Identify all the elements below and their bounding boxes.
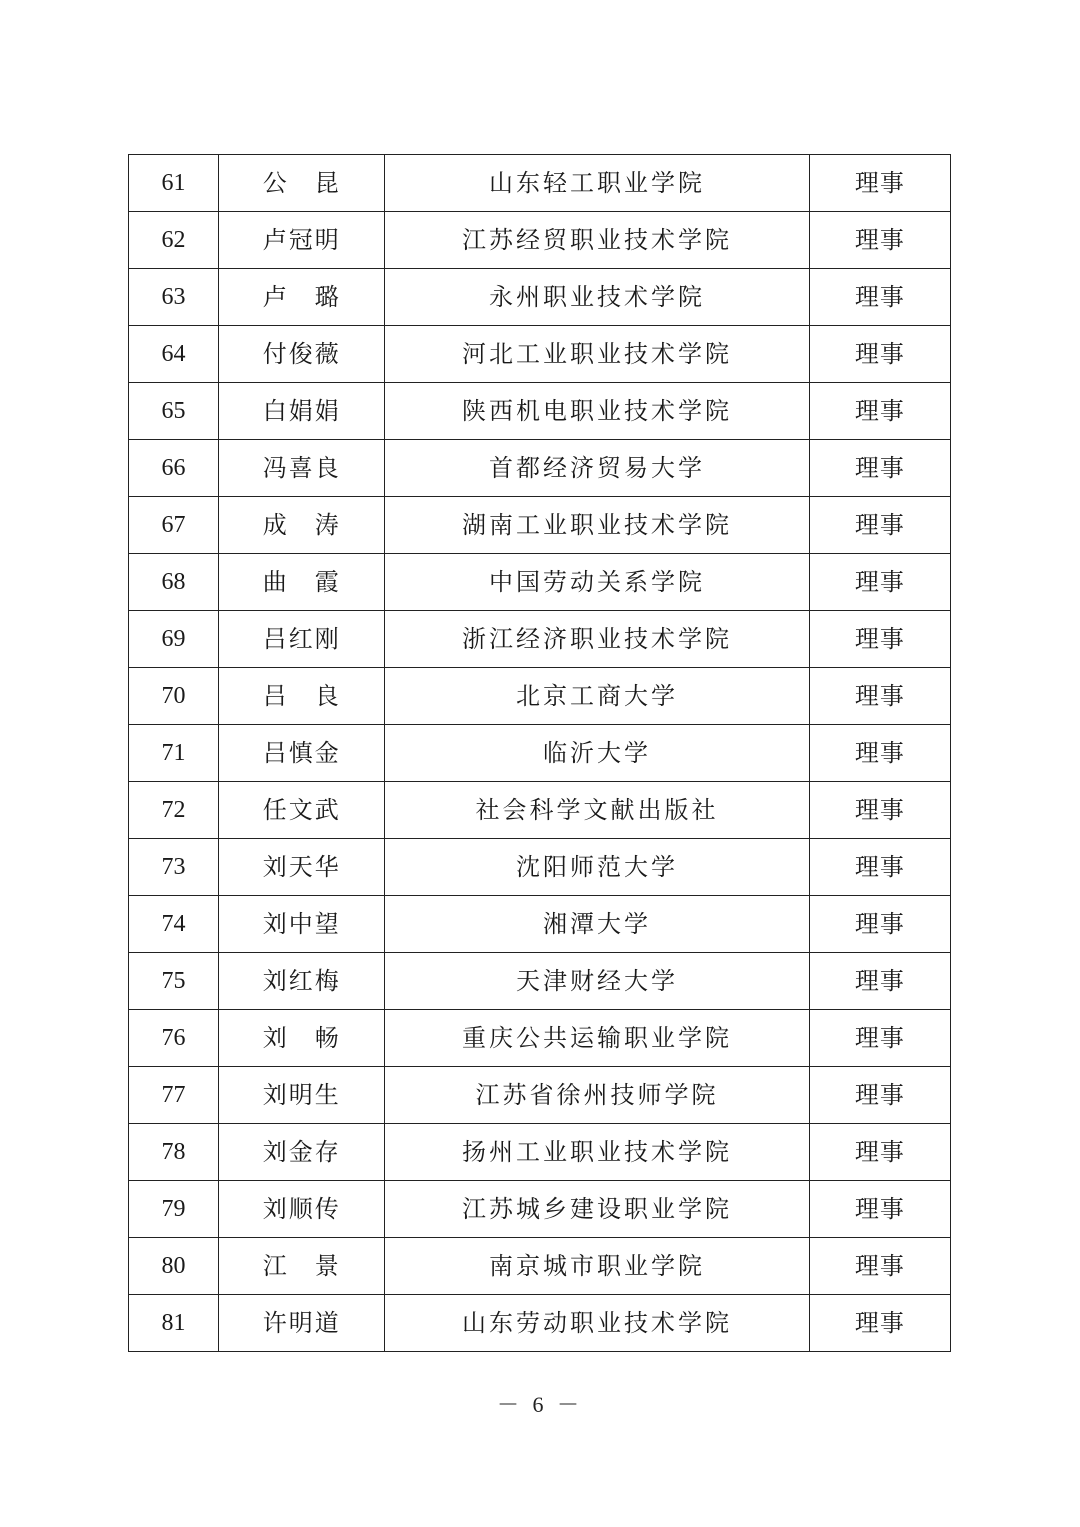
member-role: 理事 xyxy=(809,1124,950,1181)
member-organization: 湖南工业职业技术学院 xyxy=(385,497,810,554)
member-table xyxy=(128,154,951,1352)
member-organization: 江苏经贸职业技术学院 xyxy=(385,212,810,269)
member-role: 理事 xyxy=(809,497,950,554)
member-name: 刘明生 xyxy=(219,1067,385,1124)
table-row xyxy=(129,326,951,383)
row-number: 70 xyxy=(129,668,219,725)
member-organization: 河北工业职业技术学院 xyxy=(385,326,810,383)
row-number: 72 xyxy=(129,782,219,839)
member-organization: 沈阳师范大学 xyxy=(385,839,810,896)
row-number: 73 xyxy=(129,839,219,896)
row-number: 67 xyxy=(129,497,219,554)
member-name: 刘金存 xyxy=(219,1124,385,1181)
table-row xyxy=(129,1067,951,1124)
member-name: 刘红梅 xyxy=(219,953,385,1010)
member-role: 理事 xyxy=(809,1067,950,1124)
member-organization: 浙江经济职业技术学院 xyxy=(385,611,810,668)
row-number: 68 xyxy=(129,554,219,611)
table-row xyxy=(129,269,951,326)
member-organization: 北京工商大学 xyxy=(385,668,810,725)
member-name: 成 涛 xyxy=(219,497,385,554)
table-row xyxy=(129,725,951,782)
table-row xyxy=(129,497,951,554)
member-name: 许明道 xyxy=(219,1295,385,1352)
member-name: 冯喜良 xyxy=(219,440,385,497)
member-role: 理事 xyxy=(809,383,950,440)
row-number: 63 xyxy=(129,269,219,326)
row-number: 62 xyxy=(129,212,219,269)
member-role: 理事 xyxy=(809,839,950,896)
member-role: 理事 xyxy=(809,611,950,668)
member-name: 吕 良 xyxy=(219,668,385,725)
member-organization: 南京城市职业学院 xyxy=(385,1238,810,1295)
member-role: 理事 xyxy=(809,326,950,383)
table-row xyxy=(129,611,951,668)
member-organization: 山东劳动职业技术学院 xyxy=(385,1295,810,1352)
member-role: 理事 xyxy=(809,782,950,839)
row-number: 61 xyxy=(129,155,219,212)
member-name: 卢 璐 xyxy=(219,269,385,326)
member-name: 吕慎金 xyxy=(219,725,385,782)
row-number: 65 xyxy=(129,383,219,440)
row-number: 64 xyxy=(129,326,219,383)
table-row xyxy=(129,1238,951,1295)
row-number: 74 xyxy=(129,896,219,953)
member-name: 刘 畅 xyxy=(219,1010,385,1067)
member-role: 理事 xyxy=(809,212,950,269)
member-organization: 临沂大学 xyxy=(385,725,810,782)
row-number: 79 xyxy=(129,1181,219,1238)
row-number: 75 xyxy=(129,953,219,1010)
table-row xyxy=(129,1010,951,1067)
member-role: 理事 xyxy=(809,725,950,782)
member-name: 任文武 xyxy=(219,782,385,839)
member-table-body xyxy=(129,155,951,1352)
member-organization: 扬州工业职业技术学院 xyxy=(385,1124,810,1181)
table-row xyxy=(129,668,951,725)
member-role: 理事 xyxy=(809,953,950,1010)
row-number: 76 xyxy=(129,1010,219,1067)
member-role: 理事 xyxy=(809,896,950,953)
page-number: － 6 － xyxy=(496,1392,583,1417)
member-role: 理事 xyxy=(809,269,950,326)
member-organization: 江苏城乡建设职业学院 xyxy=(385,1181,810,1238)
member-name: 公 昆 xyxy=(219,155,385,212)
table-row xyxy=(129,839,951,896)
table-row xyxy=(129,155,951,212)
table-row xyxy=(129,1295,951,1352)
member-organization: 社会科学文献出版社 xyxy=(385,782,810,839)
member-name: 刘顺传 xyxy=(219,1181,385,1238)
member-organization: 永州职业技术学院 xyxy=(385,269,810,326)
member-name: 付俊薇 xyxy=(219,326,385,383)
member-organization: 重庆公共运输职业学院 xyxy=(385,1010,810,1067)
member-organization: 湘潭大学 xyxy=(385,896,810,953)
member-name: 吕红刚 xyxy=(219,611,385,668)
member-organization: 中国劳动关系学院 xyxy=(385,554,810,611)
member-organization: 首都经济贸易大学 xyxy=(385,440,810,497)
member-name: 刘天华 xyxy=(219,839,385,896)
table-row xyxy=(129,383,951,440)
member-name: 江 景 xyxy=(219,1238,385,1295)
member-organization: 江苏省徐州技师学院 xyxy=(385,1067,810,1124)
member-organization: 山东轻工职业学院 xyxy=(385,155,810,212)
row-number: 80 xyxy=(129,1238,219,1295)
member-name: 曲 霞 xyxy=(219,554,385,611)
member-role: 理事 xyxy=(809,668,950,725)
member-role: 理事 xyxy=(809,554,950,611)
row-number: 78 xyxy=(129,1124,219,1181)
table-row xyxy=(129,1181,951,1238)
member-organization: 天津财经大学 xyxy=(385,953,810,1010)
member-organization: 陕西机电职业技术学院 xyxy=(385,383,810,440)
member-name: 白娟娟 xyxy=(219,383,385,440)
table-row xyxy=(129,896,951,953)
member-name: 卢冠明 xyxy=(219,212,385,269)
table-row xyxy=(129,782,951,839)
row-number: 69 xyxy=(129,611,219,668)
row-number: 77 xyxy=(129,1067,219,1124)
member-role: 理事 xyxy=(809,1295,950,1352)
table-row xyxy=(129,440,951,497)
table-row xyxy=(129,212,951,269)
table-row xyxy=(129,554,951,611)
table-row xyxy=(129,1124,951,1181)
row-number: 71 xyxy=(129,725,219,782)
member-role: 理事 xyxy=(809,440,950,497)
member-role: 理事 xyxy=(809,1238,950,1295)
row-number: 81 xyxy=(129,1295,219,1352)
member-role: 理事 xyxy=(809,155,950,212)
member-role: 理事 xyxy=(809,1181,950,1238)
table-row xyxy=(129,953,951,1010)
member-name: 刘中望 xyxy=(219,896,385,953)
row-number: 66 xyxy=(129,440,219,497)
member-role: 理事 xyxy=(809,1010,950,1067)
